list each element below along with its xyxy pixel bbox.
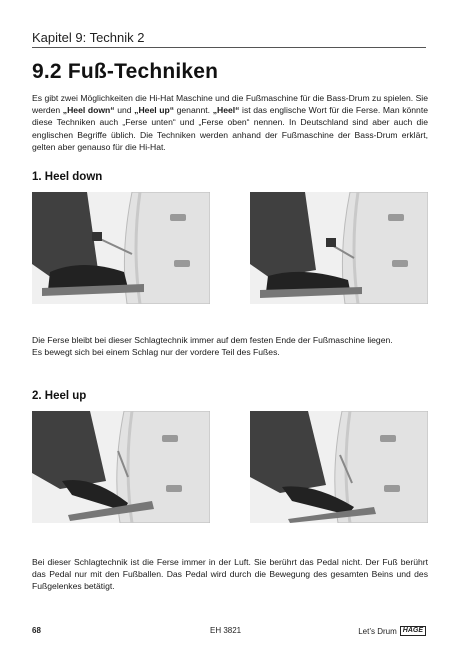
header-rule	[32, 47, 426, 48]
section-title: 9.2 Fuß-Techniken	[32, 60, 219, 83]
intro-text-1: Es gibt zwei Möglichkeiten die Hi-Hat Maschine und die Fußmaschine für die Bass-Drum zu spielen. Sie werden	[32, 93, 428, 116]
intro-text-3: genannt.	[174, 105, 213, 116]
photo-heel-up-2	[250, 411, 428, 523]
intro-paragraph	[32, 92, 428, 153]
intro-text-2: und	[114, 105, 135, 116]
intro-text-4: ist das englische Wort für die Ferse. Man könnte diese Techniken auch „Ferse unten“ und „Ferse oben“ nennen. In Deutschland sind aber auch die englischen Begriffe üblich. Die Techniken werden anhand der Fußmaschine der Bass-Drum erklärt, gelten aber genauso für die Hi-Hat.	[32, 105, 429, 152]
photo-heel-up-1	[32, 411, 210, 523]
caption-heel-down	[32, 334, 428, 358]
chapter-header: Kapitel 9: Technik 2	[32, 30, 145, 45]
series-title: Let’s Drum	[358, 626, 397, 636]
footer-brand	[358, 626, 426, 636]
heading-heel-down: 1. Heel down	[32, 171, 103, 183]
intro-term-heel-up: „Heel up“	[134, 105, 175, 116]
photo-heel-down-1	[32, 192, 210, 304]
photo-heel-down-2	[250, 192, 428, 304]
intro-term-heel-down: „Heel down“	[62, 105, 115, 116]
catalog-code: EH 3821	[210, 626, 242, 635]
publisher-logo: HAGE	[400, 626, 426, 636]
heading-heel-up: 2. Heel up	[32, 390, 87, 402]
caption-heel-down-line1: Die Ferse bleibt bei dieser Schlagtechnik immer auf dem festen Ende der Fußmaschine liegen.	[32, 335, 393, 345]
page-number: 68	[32, 626, 41, 635]
caption-heel-down-line2: Es bewegt sich bei einem Schlag nur der vordere Teil des Fußes.	[32, 347, 280, 358]
caption-heel-up: Bei dieser Schlagtechnik ist die Ferse immer in der Luft. Sie berührt das Pedal nicht. Der Fuß berührt das Pedal nur mit den Fußballen. Das Pedal wird durch die Bewegung des gesamten Beins und des Fußgelenkes betätigt.	[32, 557, 428, 592]
intro-term-heel: „Heel“	[212, 105, 240, 116]
